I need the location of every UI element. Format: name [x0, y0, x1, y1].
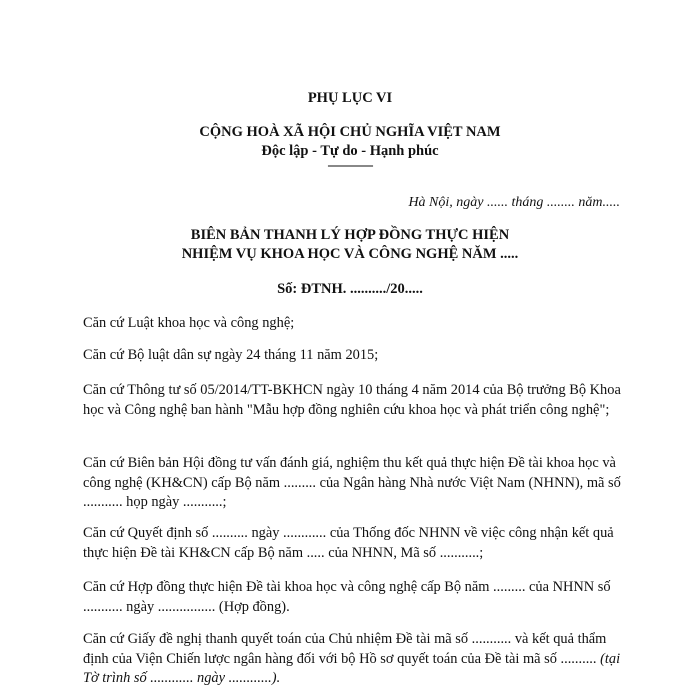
place-date: Hà Nội, ngày ...... tháng ........ năm..... [408, 195, 620, 210]
legal-basis-paragraph: Căn cứ Biên bản Hội đồng tư vấn đánh giá, nghiệm thu kết quả thực hiện Đề tài khoa học và công nghệ (KH&CN) cấp Bộ năm ......... của Ngân hàng Nhà nước Việt Nam (NHNN), mã số ........... họp ngày ...........; [83, 455, 621, 510]
legal-basis-paragraph: Căn cứ Hợp đồng thực hiện Đề tài khoa học và công nghệ cấp Bộ năm ......... của NHNN số ........... ngày ................ (Hợp đồng). [83, 579, 611, 615]
country-name: CỘNG HOÀ XÃ HỘI CHỦ NGHĨA VIỆT NAM [199, 124, 501, 140]
legal-basis-paragraph: Căn cứ Thông tư số 05/2014/TT-BKHCN ngày 10 tháng 4 năm 2014 của Bộ trưởng Bộ Khoa học và Công nghệ ban hành "Mẫu hợp đồng nghiên cứu khoa học và phát triển công nghệ"; [83, 382, 621, 418]
document-title-line2: NHIỆM VỤ KHOA HỌC VÀ CÔNG NGHỆ NĂM ..... [181, 246, 519, 262]
appendix-heading: PHỤ LỤC VI [307, 90, 393, 106]
legal-basis-paragraph: Căn cứ Quyết định số .......... ngày ............ của Thống đốc NHNN về việc công nhận kết quả thực hiện Đề tài KH&CN cấp Bộ năm ..... của NHNN, Mã số ...........; [83, 525, 614, 561]
document-title-line1: BIÊN BẢN THANH LÝ HỢP ĐỒNG THỰC HIỆN [190, 227, 510, 243]
motto-underline: --------------- [327, 158, 373, 172]
legal-basis-paragraph: Căn cứ Bộ luật dân sự ngày 24 tháng 11 năm 2015; [83, 347, 379, 363]
paragraph-text: Căn cứ Giấy đề nghị thanh quyết toán của Chủ nhiệm Đề tài mã số ........... và kết quả thẩm định của Viện Chiến lược ngân hàng đối với bộ Hồ sơ quyết toán của Đề tài mã số .......... [83, 631, 607, 667]
document-number: Số: ĐTNH. ........../20..... [277, 281, 423, 297]
paragraph-italic-note: (tại Tờ trình số ............ ngày ............). [83, 650, 621, 686]
legal-basis-paragraph: Căn cứ Luật khoa học và công nghệ; [83, 315, 295, 331]
national-motto: Độc lập - Tự do - Hạnh phúc [261, 143, 439, 159]
legal-basis-paragraph [83, 630, 628, 689]
